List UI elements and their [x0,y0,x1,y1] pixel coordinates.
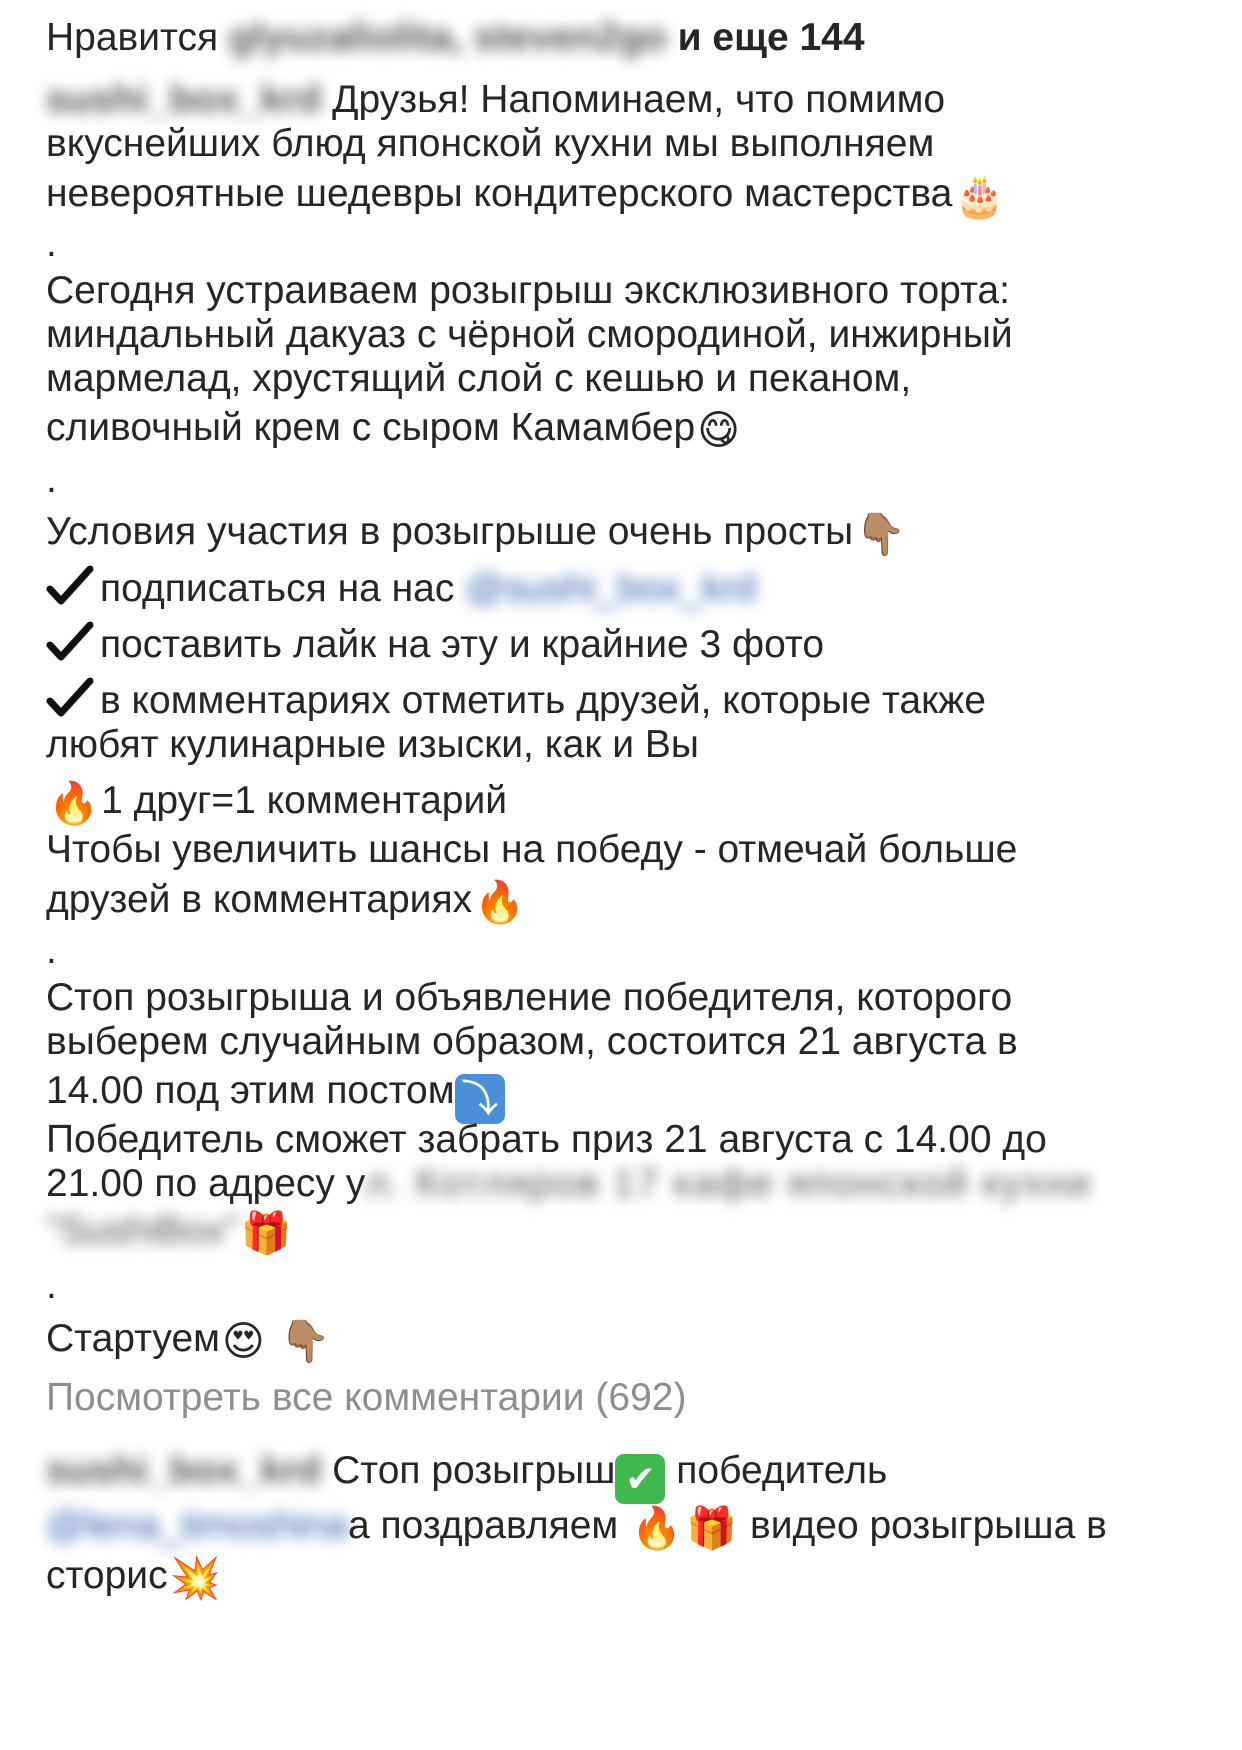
mention-link[interactable]: @sushi_box_krd [465,567,757,610]
caption-dot [46,220,57,269]
caption-dot [46,927,57,976]
comment-mention[interactable]: @lena_timoshina [46,1504,348,1547]
caption-text: Сегодня устраиваем розыгрыш эксклюзивного торта: [46,269,1010,312]
comment-line-2 [46,1502,1107,1551]
caption-line-10 [46,508,908,557]
fire-icon: 🔥 [48,780,100,826]
caption-line-15 [46,777,507,826]
caption-dot [46,1262,57,1311]
caption-text: поставить лайк на эту и крайние 3 фото [100,623,825,666]
caption-text: любят кулинарные изыски, как и Вы [46,723,699,766]
boom-icon: 💥 [169,1555,221,1601]
comment-text: Стоп розыгрыш [332,1449,616,1492]
caption-line-8 [46,404,742,453]
dot: . [46,222,57,265]
caption-line-2 [46,120,934,169]
check-green-icon: ✔ [615,1454,665,1504]
caption-text: невероятные шедевры кондитерского мастерства [46,172,953,215]
caption-line-1 [46,76,945,125]
caption-line-14 [46,721,699,770]
check-icon [46,621,94,665]
check-icon [46,565,94,609]
dot: . [46,929,57,972]
address-text: л. Котляров 17 кафе японской кухни [365,1162,1093,1205]
caption-text: Условия участия в розыгрыше очень просты [46,510,854,553]
check-icon [46,677,94,721]
caption-line-26 [46,1315,333,1364]
point-down-icon: 👇🏽 [279,1318,331,1364]
caption-text: мармелад, хрустящий слой с кешью и пеканом, [46,357,912,400]
caption-author[interactable]: sushi_box_krd [46,78,322,121]
comment-line-1 [46,1447,887,1504]
caption-text: Чтобы увеличить шансы на победу - отмечай больше [46,828,1018,871]
caption-line-22 [46,1116,1047,1165]
comment-text: сторис [46,1554,168,1597]
dot: . [46,1264,57,1307]
comment-text: видео розыгрыша в [750,1504,1107,1547]
caption-line-6 [46,311,1013,360]
comment-line-3 [46,1552,223,1601]
cake-icon: 🎂 [954,173,1006,219]
caption-line-20 [46,1018,1018,1067]
caption-text: вкуснейших блюд японской кухни мы выполняем [46,122,935,165]
gift-icon: 🎁 [686,1505,738,1551]
likes-names[interactable]: glyuzaliolita, steven2go [228,16,667,59]
likes-prefix: Нравится [46,16,219,59]
caption-text: Стартуем [46,1317,220,1360]
caption-text: миндальный дакуаз с чёрной смородиной, инжирный [46,313,1013,356]
heart-eyes-icon: 😍 [221,1318,265,1364]
condition-1 [46,565,756,614]
caption-text: в комментариях отметить друзей, которые также [100,679,986,722]
caption-line-17 [46,876,527,925]
condition-3 [46,677,986,726]
caption-text: друзей в комментариях [46,878,473,921]
caption-text: Друзья! Напоминаем, что помимо [332,78,946,121]
caption-line-24 [46,1207,294,1256]
point-down-icon: 👇🏽 [855,511,907,557]
caption-text: подписаться на нас [100,567,455,610]
likes-count[interactable]: и еще 144 [677,16,865,59]
caption-text: выберем случайным образом, состоится 21 августа в [46,1020,1018,1063]
arrow-down-icon: ⤵ [455,1074,505,1124]
caption-line-16 [46,826,1017,875]
yum-icon: 😋 [697,407,740,453]
condition-2 [46,621,824,670]
caption-line-19 [46,974,1012,1023]
caption-line-23 [46,1160,1092,1209]
fire-icon: 🔥 [631,1505,683,1551]
caption-line-7 [46,355,911,404]
caption-line-3 [46,170,1007,219]
comment-author[interactable]: sushi_box_krd [46,1449,322,1492]
caption-text: Победитель сможет забрать приз 21 августа с 14.00 до [46,1118,1047,1161]
caption-text: сливочный крем с сыром Камамбер [46,406,696,449]
caption-line-5 [46,267,1010,316]
caption-text: 21.00 по адресу у [46,1162,366,1205]
dot: . [46,458,57,501]
gift-icon: 🎁 [240,1210,292,1256]
comment-text: победитель [676,1449,888,1492]
caption-dot [46,456,57,505]
caption-text: 14.00 под этим постом [46,1069,455,1112]
likes-line[interactable] [46,14,865,63]
place-name: "SushiBox" [46,1209,239,1252]
caption-text: Стоп розыгрыша и объявление победителя, которого [46,976,1013,1019]
comment-text: а поздравляем [347,1504,619,1547]
view-all-comments-link[interactable]: Посмотреть все комментарии (692) [46,1376,687,1419]
fire-icon: 🔥 [474,879,526,925]
caption-text: 1 друг=1 комментарий [101,779,508,822]
